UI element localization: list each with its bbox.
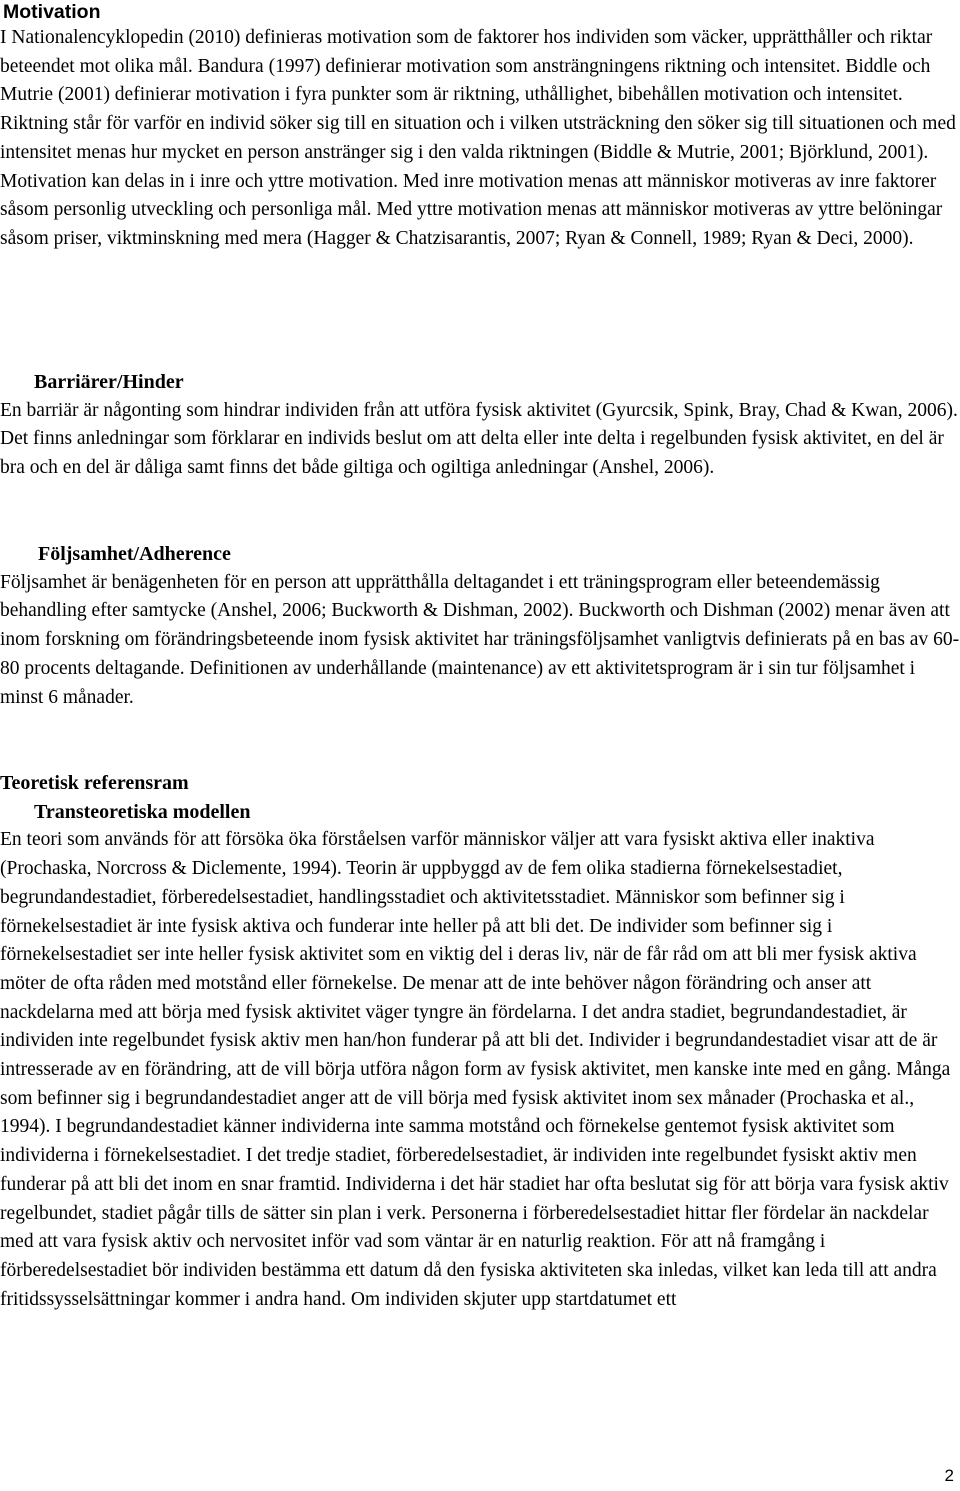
theory-subheading: Transteoretiska modellen	[34, 800, 251, 823]
motivation-paragraph: I Nationalencyklopedin (2010) definieras motivation som de faktorer hos individen som väcker, upprätthåller och riktar beteendet mot olika mål. Bandura (1997) definierar motivation som ansträngningens riktning och intensitet. Biddle och Mutrie (2001) definierar motivation i fyra punkter som är riktning, uthållighet, bibehållen motivation och intensitet. Riktning står för varför en individ söker sig till en situation och i vilken utsträckning den söker sig till situationen och med intensitet menas hur mycket en person anstränger sig i den valda riktningen (Biddle & Mutrie, 2001; Björklund, 2001). Motivation kan delas in i inre och yttre motivation. Med inre motivation menas att människor motiveras av inre faktorer såsom personlig utveckling och personliga mål. Med yttre motivation menas att människor motiveras av yttre belöningar såsom priser, viktminskning med mera (Hagger & Chatzisarantis, 2007; Ryan & Connell, 1989; Ryan & Deci, 2000).	[0, 27, 956, 249]
motivation-section	[0, 0, 960, 254]
adherence-section	[0, 540, 960, 712]
page-number: 2	[944, 1466, 954, 1485]
adherence-paragraph: Följsamhet är benägenheten för en person att upprätthålla deltagandet i ett träningsprogram eller beteendemässig behandling efter samtycke (Anshel, 2006; Buckworth & Dishman, 2002). Buckworth och Dishman (2002) menar även att inom forskning om förändringsbeteende inom fysisk aktivitet har träningsföljsamhet vanligtvis definierats på en bas av 60-80 procents deltagande. Definitionen av underhållande (maintenance) av ett aktivitetsprogram är i sin tur följsamhet i minst 6 månader.	[0, 571, 960, 708]
theory-heading: Teoretisk referensram	[0, 772, 189, 794]
motivation-heading: Motivation	[3, 1, 101, 23]
barriers-heading: Barriärer/Hinder	[34, 371, 184, 393]
theory-paragraph: En teori som används för att försöka öka förståelsen varför människor väljer att vara fysiskt aktiva eller inaktiva (Prochaska, Norcross & Diclemente, 1994). Teorin är uppbyggd av de fem olika stadierna förnekelsestadiet, begrundandestadiet, förberedelsestadiet, handlingsstadiet och aktivitetsstadiet. Människor som befinner sig i förnekelsestadiet är inte fysisk aktiva och funderar inte heller på att bli det. De individer som befinner sig i förnekelsestadiet ser inte heller fysisk aktivitet som en viktig del i deras liv, när de får råd om att bli mer fysisk aktiva möter de ofta råden med motstånd eller förnekelse. De menar att de inte behöver någon förändring och anser att nackdelarna med att börja med fysisk aktivitet väger tyngre än fördelarna. I det andra stadiet, begrundandestadiet, är individen inte regelbundet fysisk aktiv men han/hon funderar på att bli det. Individer i begrundandestadiet visar att de är intresserade av en förändring, att de vill börja utföra någon form av fysisk aktivitet, men kanske inte med en gång. Många som befinner sig i begrundandestadiet anger att de vill börja med fysisk aktivitet inom sex månader (Prochaska et al., 1994). I begrundandestadiet känner individerna inte samma motstånd och förnekelse gentemot fysisk aktivitet som individerna i förnekelsestadiet. I det tredje stadiet, förberedelsestadiet, är individen inte regelbundet fysiskt aktiv men funderar på att bli det inom en snar framtid. Individerna i det här stadiet har ofta beslutat sig för att börja vara fysisk aktiv regelbundet, stadiet pågår tills de sätter sin plan i verk. Personerna i förberedelsestadiet hittar fler fördelar än nackdelar med att vara fysisk aktiv och nervositet inför vad som väntar är en naturlig reaktion. För att nå framgång i förberedelsestadiet bör individen bestämma ett datum då den fysiska aktiviteten ska inledas, vilket kan leda till att andra fritidssysselsättningar kommer i andra hand. Om individen skjuter upp startdatumet ett	[0, 829, 951, 1310]
barriers-paragraph: En barriär är någonting som hindrar individen från att utföra fysisk aktivitet (Gyurcsik, Spink, Bray, Chad & Kwan, 2006). Det finns anledningar som förklarar en individs beslut om att delta eller inte delta i regelbunden fysisk aktivitet, en del är bra och en del är dåliga samt finns det både giltiga och ogiltiga anledningar (Anshel, 2006).	[0, 399, 958, 479]
barriers-section	[0, 368, 960, 483]
adherence-heading: Följsamhet/Adherence	[38, 543, 231, 565]
theory-section	[0, 769, 960, 1314]
